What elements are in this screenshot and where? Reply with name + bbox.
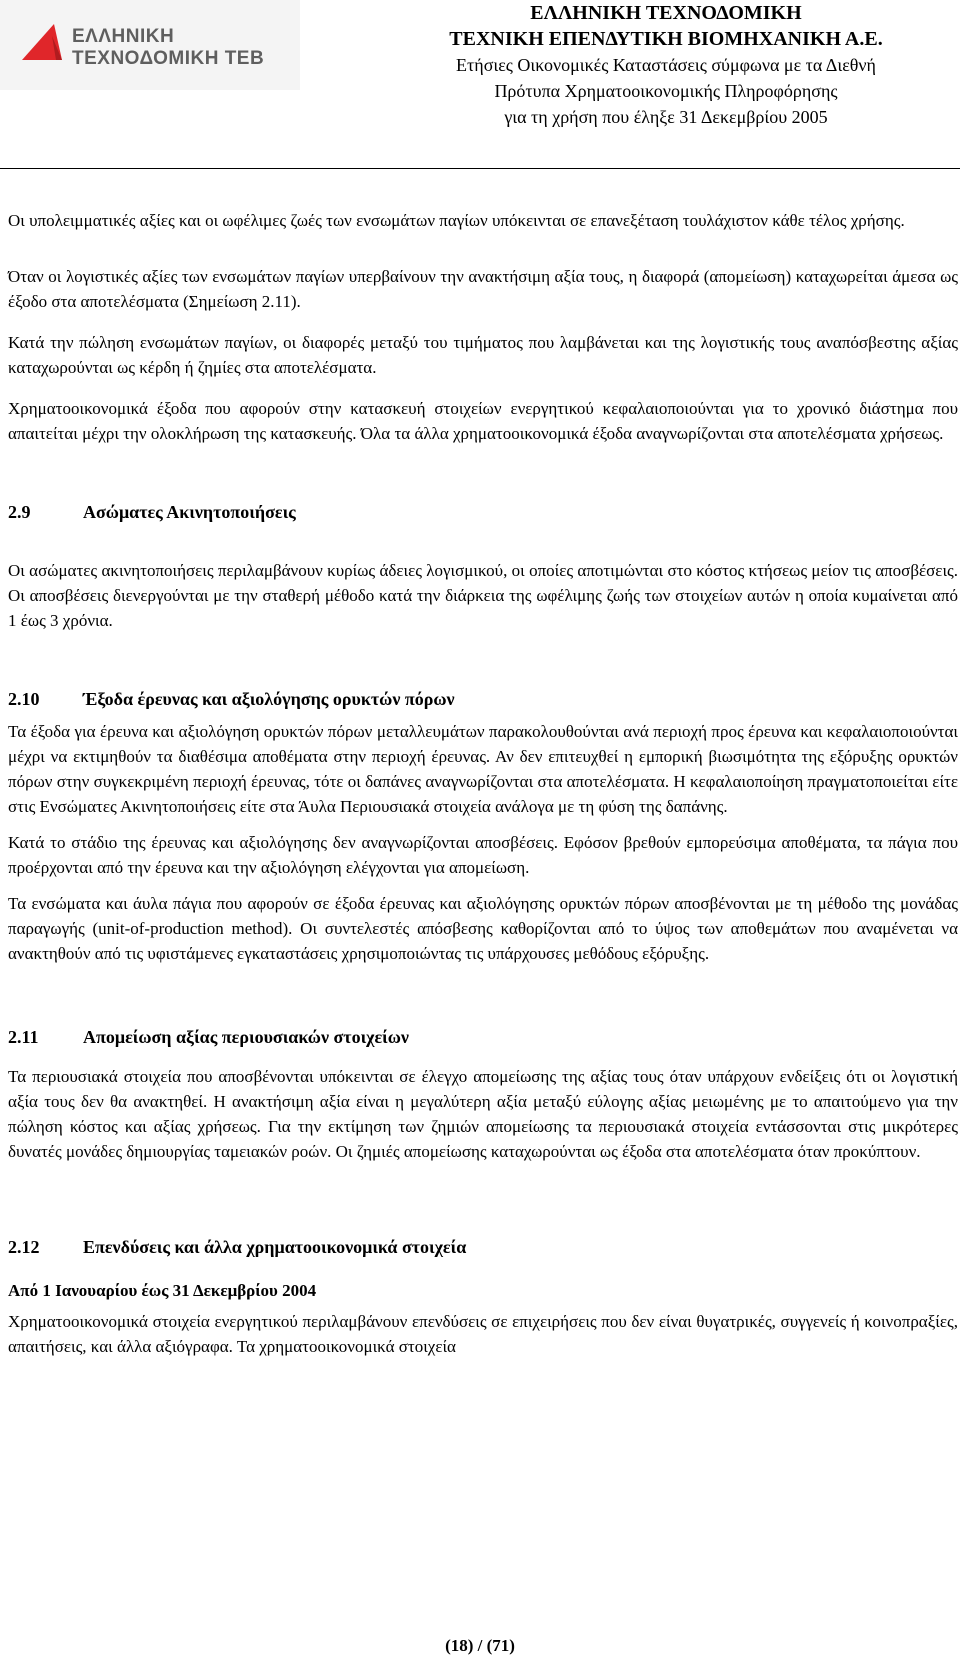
section-title: Έξοδα έρευνας και αξιολόγησης ορυκτών πόρων <box>83 689 455 709</box>
paragraph: Οι υπολειμματικές αξίες και οι ωφέλιμες ζωές των ενσωμάτων παγίων υπόκεινται σε επανεξέταση τουλάχιστον κάθε τέλος χρήσης. <box>8 211 905 230</box>
paragraph: Κατά την πώληση ενσωμάτων παγίων, οι διαφορές μεταξύ του τιμήματος που λαμβάνεται και της λογιστικής τους αναπόσβεστης αξίας καταχωρούνται ως κέρδη ή ζημίες στα αποτελέσματα. <box>8 333 958 377</box>
header-company-full: ΤΕΧΝΙΚΗ ΕΠΕΝΔΥΤΙΚΗ ΒΙΟΜΗΧΑΝΙΚΗ Α.Ε. <box>449 28 883 50</box>
section-heading-2-9 <box>8 499 958 525</box>
section-heading-2-12 <box>8 1234 958 1260</box>
paragraph: Τα έξοδα για έρευνα και αξιολόγηση ορυκτών πόρων μεταλλευμάτων παρακολουθούνται ανά περιοχή προς έρευνα και κεφαλαιοποιούνται μέχρι να εκτιμηθούν τα διαθέσιμα αποθέματα στην περιοχή έρευνας. Αν δεν επιτευχθεί η εμπορική βιωσιμότητα της εξόρυξης ορυκτών πόρων στην συγκεκριμένη περιοχή έρευνας, τότε οι δαπάνες αναγνωρίζονται στα αποτελέσματα. Η κεφαλαιοποίηση πραγματοποιείται είτε στις Ενσώματες Ακινητοποιήσεις είτε στα Άυλα Περιουσιακά στοιχεία ανάλογα με τη φύση της δαπάνης. <box>8 722 958 816</box>
section-number: 2.12 <box>8 1237 40 1257</box>
paragraph: Όταν οι λογιστικές αξίες των ενσωμάτων παγίων υπερβαίνουν την ανακτήσιμη αξία τους, η διαφορά (απομείωση) καταχωρείται άμεσα ως έξοδο στα αποτελέσματα (Σημείωση 2.11). <box>8 267 958 311</box>
paragraph: Κατά το στάδιο της έρευνας και αξιολόγησης δεν αναγνωρίζονται αποσβέσεις. Εφόσον βρεθούν εμπορεύσιμα αποθέματα, τα πάγια που προέρχονται από την έρευνα και την αξιολόγηση ελέγχονται για απομείωση. <box>8 833 958 877</box>
section-title: Ασώματες Ακινητοποιήσεις <box>83 502 296 522</box>
paragraph: Χρηματοοικονομικά στοιχεία ενεργητικού περιλαμβάνουν επενδύσεις σε επιχειρήσεις που δεν είναι θυγατρικές, συγγενείς ή κοινοπραξίες, απαιτήσεις, και άλλα αξιόγραφα. Τα χρηματοοικονομικά στοιχεία <box>8 1312 958 1356</box>
logo-triangle-icon <box>22 22 68 62</box>
logo-line-1: ΕΛΛΗΝΙΚΗ <box>72 26 175 47</box>
page-number: (18) / (71) <box>445 1636 515 1655</box>
section-number: 2.9 <box>8 502 31 522</box>
section-title: Επενδύσεις και άλλα χρηματοοικονομικά στοιχεία <box>83 1237 467 1257</box>
paragraph: Τα περιουσιακά στοιχεία που αποσβένονται υπόκεινται σε έλεγχο απομείωσης της αξίας τους όταν υπάρχουν ενδείξεις ότι οι λογιστική αξία τους δεν θα ανακτηθεί. Η ανακτήσιμη αξία είναι η μεγαλύτερη αξία μεταξύ εύλογης αξίας μειωμένης με το απαιτούμενο για την πώληση κόστος και αξίας χρήσεως. Για την εκτίμηση των ζημιών απομείωσης τα περιουσιακά στοιχεία εντάσσονται στις μικρότερες δυνατές μονάδες δημιουργίας ταμειακών ροών. Οι ζημιές απομείωσης καταχωρούνται ως έξοδα στα αποτελέσματα όταν προκύπτουν. <box>8 1067 958 1161</box>
header-report-title: Ετήσιες Οικονομικές Καταστάσεις σύμφωνα με τα Διεθνή <box>456 55 876 75</box>
header-company: ΕΛΛΗΝΙΚΗ ΤΕΧΝΟΔΟΜΙΚΗ <box>530 2 802 24</box>
subheading: Από 1 Ιανουαρίου έως 31 Δεκεμβρίου 2004 <box>8 1281 317 1300</box>
header-standard: Πρότυπα Χρηματοοικονομικής Πληροφόρησης <box>494 81 838 101</box>
company-logo <box>0 0 300 90</box>
section-heading-2-11 <box>8 1024 958 1050</box>
paragraph: Τα ενσώματα και άυλα πάγια που αφορούν σε έξοδα έρευνας και αξιολόγησης ορυκτών πόρων αποσβένονται με τη μέθοδο της μονάδας παραγωγής (unit-of-production method). Οι συντελεστές απόσβεσης καθορίζονται από το ύψος των αποθεμάτων που αναμένεται να ανακτηθούν από τις υφιστάμενες εγκαταστάσεις χρησιμοποιώντας τις υπάρχουσες μεθόδους εξόρυξης. <box>8 894 958 963</box>
header-divider <box>0 168 960 169</box>
section-heading-2-10 <box>8 686 958 712</box>
section-number: 2.11 <box>8 1027 39 1047</box>
header-period: για τη χρήση που έληξε 31 Δεκεμβρίου 2005 <box>504 107 828 127</box>
paragraph: Χρηματοοικονομικά έξοδα που αφορούν στην κατασκευή στοιχείων ενεργητικού κεφαλαιοποιούνται για το χρονικό διάστημα που απαιτείται μέχρι την ολοκλήρωση της κατασκευής. Όλα τα άλλα χρηματοοικονομικά έξοδα αναγνωρίζονται στα αποτελέσματα χρήσεως. <box>8 399 958 443</box>
document-header <box>406 0 926 130</box>
logo-wordmark <box>72 26 264 70</box>
document-body <box>8 208 958 1359</box>
paragraph: Οι ασώματες ακινητοποιήσεις περιλαμβάνουν κυρίως άδειες λογισμικού, οι οποίες αποτιμώνται στο κόστος κτήσεως μείον τις αποσβέσεις. Οι αποσβέσεις διενεργούνται με την σταθερή μέθοδο κατά την διάρκεια της ωφέλιμης ζωής των στοιχείων αυτών η οποία κυμαίνεται από 1 έως 3 χρόνια. <box>8 561 958 630</box>
logo-line-2: ΤΕΧΝΟΔΟΜΙΚΗ ΤΕΒ <box>72 48 265 69</box>
section-number: 2.10 <box>8 689 40 709</box>
section-title: Απομείωση αξίας περιουσιακών στοιχείων <box>83 1027 409 1047</box>
